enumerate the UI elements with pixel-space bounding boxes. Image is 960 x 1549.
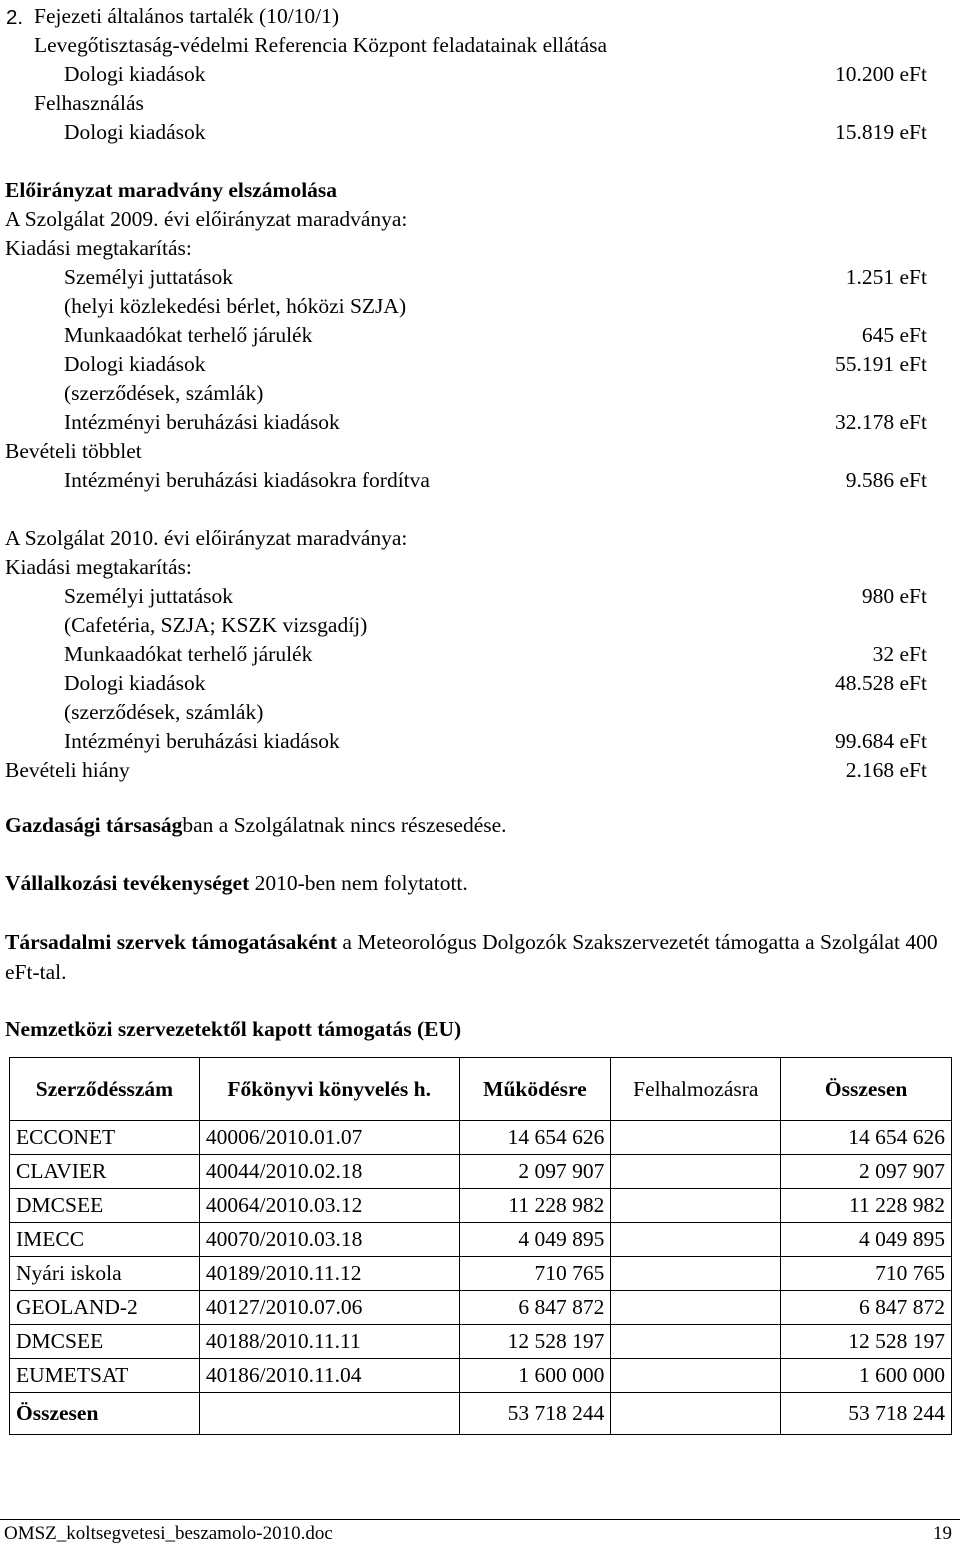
line-label: Bevételi többlet [5, 439, 142, 463]
table-cell [611, 1257, 781, 1291]
line-value: 32.178 eFt [835, 410, 927, 434]
paragraph-support [5, 927, 955, 987]
paragraph-text: ban a Szolgálatnak nincs részesedése. [182, 813, 507, 837]
table-cell: 40189/2010.11.12 [199, 1257, 459, 1291]
table-cell: 1 600 000 [781, 1359, 952, 1393]
table-cell: DMCSEE [10, 1189, 200, 1223]
table-cell: 40188/2010.11.11 [199, 1325, 459, 1359]
line-label: Bevételi hiány [5, 758, 130, 782]
line-value: 2.168 eFt [845, 758, 927, 782]
table-row [10, 1223, 952, 1257]
line-label: Felhasználás [34, 91, 144, 115]
line-label: Intézményi beruházási kiadások [64, 729, 340, 753]
table-row [10, 1257, 952, 1291]
line-value: 9.586 eFt [845, 468, 927, 492]
table-cell [199, 1393, 459, 1435]
table-cell: 53 718 244 [781, 1393, 952, 1435]
line-label: Dologi kiadások [64, 352, 206, 376]
table-cell: 40044/2010.02.18 [199, 1155, 459, 1189]
table-cell: 2 097 907 [459, 1155, 611, 1189]
line-label: Személyi juttatások [64, 584, 233, 608]
table-cell: 12 528 197 [459, 1325, 611, 1359]
table-cell: 6 847 872 [459, 1291, 611, 1325]
remainder-2010-intro: A Szolgálat 2010. évi előirányzat maradványa: [5, 526, 408, 550]
table-cell: ECCONET [10, 1121, 200, 1155]
footer-page-number: 19 [933, 1523, 952, 1544]
table-cell: 53 718 244 [459, 1393, 611, 1435]
table-total-row [10, 1393, 952, 1435]
table-cell [611, 1291, 781, 1325]
table-cell: 4 049 895 [459, 1223, 611, 1257]
table-cell: EUMETSAT [10, 1359, 200, 1393]
table-cell: 11 228 982 [781, 1189, 952, 1223]
line-value: 645 eFt [861, 323, 927, 347]
table-cell: 11 228 982 [459, 1189, 611, 1223]
paragraph-bold: Nemzetközi szervezetektől kapott támogatás (EU) [5, 1017, 462, 1041]
line-note: (szerződések, számlák) [64, 381, 264, 405]
line-note: (helyi közlekedési bérlet, hóközi SZJA) [64, 294, 407, 318]
line-value: 99.684 eFt [835, 729, 927, 753]
table-cell: 40006/2010.01.07 [199, 1121, 459, 1155]
table-cell [611, 1155, 781, 1189]
table-cell: 14 654 626 [781, 1121, 952, 1155]
line-label: Személyi juttatások [64, 265, 233, 289]
table-cell [611, 1223, 781, 1257]
table-header: Főkönyvi könyvelés h. [199, 1058, 459, 1121]
table-row [10, 1121, 952, 1155]
table-cell: DMCSEE [10, 1325, 200, 1359]
line-label: Munkaadókat terhelő járulék [64, 642, 313, 666]
table-row [10, 1155, 952, 1189]
table-cell [611, 1189, 781, 1223]
table-cell [611, 1121, 781, 1155]
paragraph-business [5, 868, 955, 898]
table-cell [611, 1325, 781, 1359]
table-cell [611, 1393, 781, 1435]
section-subheading: Levegőtisztaság-védelmi Referencia Központ feladatainak ellátása [34, 33, 608, 57]
table-cell: 4 049 895 [781, 1223, 952, 1257]
line-note: (Cafetéria, SZJA; KSZK vizsgadíj) [64, 613, 368, 637]
remainder-2009-intro: A Szolgálat 2009. évi előirányzat maradványa: [5, 207, 408, 231]
table-header-row [10, 1058, 952, 1121]
eu-support-table [9, 1057, 952, 1435]
remainder-title: Előirányzat maradvány elszámolása [5, 178, 338, 202]
line-value: 1.251 eFt [845, 265, 927, 289]
table-cell: GEOLAND-2 [10, 1291, 200, 1325]
table-cell: 40127/2010.07.06 [199, 1291, 459, 1325]
table-cell: 40186/2010.11.04 [199, 1359, 459, 1393]
line-label: Intézményi beruházási kiadásokra fordítva [64, 468, 430, 492]
table-cell: 6 847 872 [781, 1291, 952, 1325]
table-header: Felhalmozásra [611, 1058, 781, 1121]
table-cell: 12 528 197 [781, 1325, 952, 1359]
table-cell: 710 765 [781, 1257, 952, 1291]
paragraph-equity [5, 810, 955, 840]
table-cell: 14 654 626 [459, 1121, 611, 1155]
table-row [10, 1291, 952, 1325]
table-cell: Összesen [10, 1393, 200, 1435]
line-label: Intézményi beruházási kiadások [64, 410, 340, 434]
table-row [10, 1359, 952, 1393]
table-cell: IMECC [10, 1223, 200, 1257]
table-cell: 40070/2010.03.18 [199, 1223, 459, 1257]
line-value: 32 eFt [872, 642, 927, 666]
paragraph-text: 2010-ben nem folytatott. [249, 871, 468, 895]
line-value: 15.819 eFt [835, 120, 927, 144]
table-cell: Nyári iskola [10, 1257, 200, 1291]
line-label: Munkaadókat terhelő járulék [64, 323, 313, 347]
table-header: Szerződésszám [10, 1058, 200, 1121]
table-row [10, 1325, 952, 1359]
line-label: Dologi kiadások [64, 62, 206, 86]
section-number: 2. [6, 6, 24, 29]
line-value: 980 eFt [861, 584, 927, 608]
table-header: Összesen [781, 1058, 952, 1121]
savings-label: Kiadási megtakarítás: [5, 236, 192, 260]
line-label: Dologi kiadások [64, 671, 206, 695]
savings-label: Kiadási megtakarítás: [5, 555, 192, 579]
table-cell: 2 097 907 [781, 1155, 952, 1189]
table-cell: 40064/2010.03.12 [199, 1189, 459, 1223]
section-heading: Fejezeti általános tartalék (10/10/1) [34, 4, 340, 28]
footer-divider [0, 1519, 960, 1520]
line-label: Dologi kiadások [64, 120, 206, 144]
table-cell: 1 600 000 [459, 1359, 611, 1393]
line-value: 55.191 eFt [835, 352, 927, 376]
table-cell: 710 765 [459, 1257, 611, 1291]
line-value: 48.528 eFt [835, 671, 927, 695]
paragraph-text: a Meteorológus Dolgozók Szakszervezetét támogatta a Szolgálat 400 eFt-tal. [5, 930, 938, 984]
paragraph-bold: Társadalmi szervek támogatásaként [5, 930, 338, 954]
paragraph-bold: Vállalkozási tevékenységet [5, 871, 250, 895]
table-cell: CLAVIER [10, 1155, 200, 1189]
paragraph-eu-title [5, 1014, 955, 1044]
footer-filename: OMSZ_koltsegvetesi_beszamolo-2010.doc [4, 1523, 333, 1544]
table-row [10, 1189, 952, 1223]
table-cell [611, 1359, 781, 1393]
line-note: (szerződések, számlák) [64, 700, 264, 724]
line-value: 10.200 eFt [835, 62, 927, 86]
paragraph-bold: Gazdasági társaság [5, 813, 183, 837]
table-header: Működésre [459, 1058, 611, 1121]
